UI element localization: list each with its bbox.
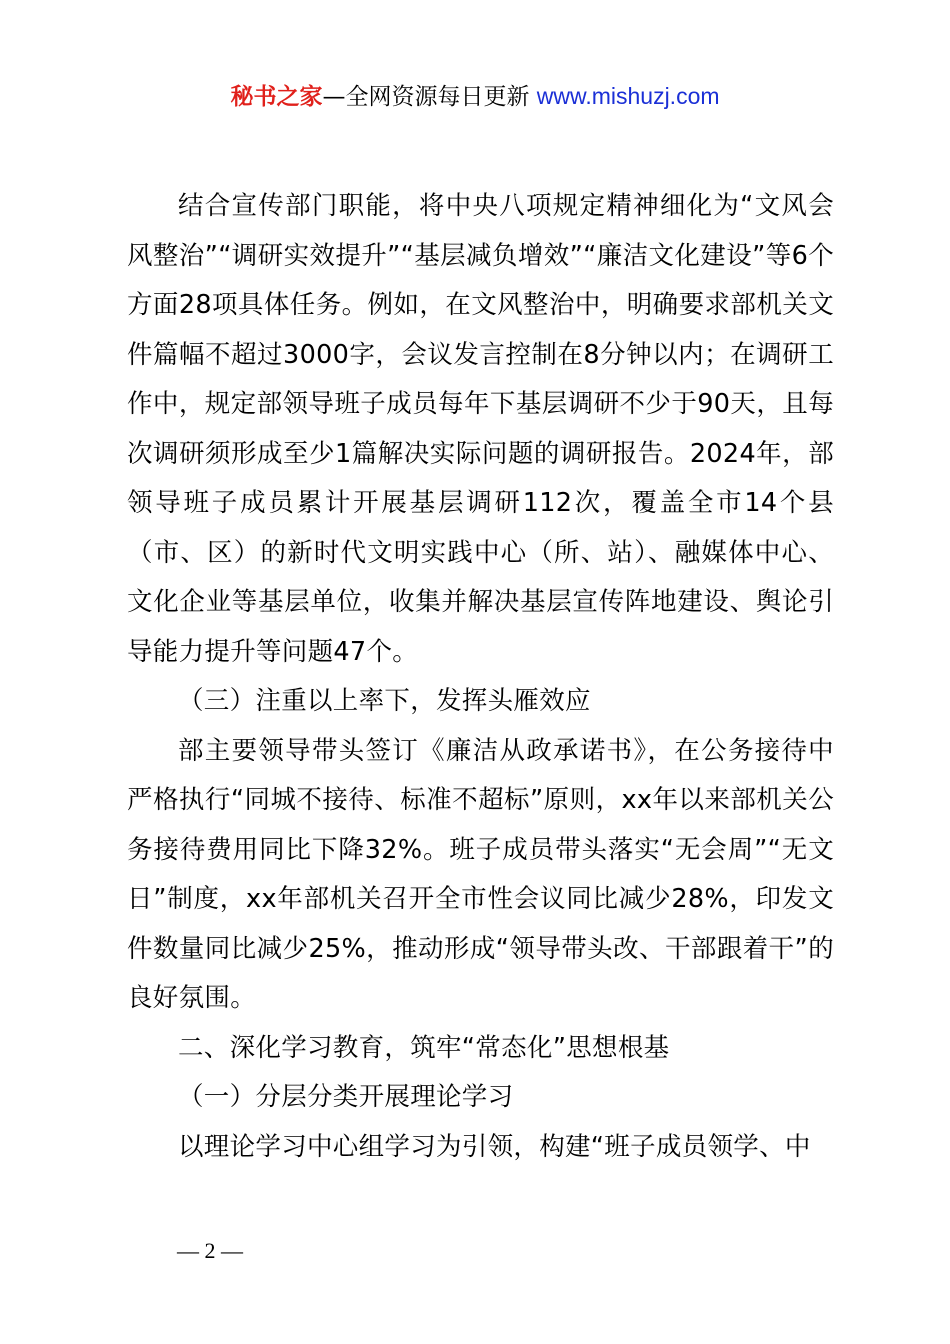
- site-brand: 秘书之家: [230, 84, 323, 110]
- paragraph-leadership-commitment: 部主要领导带头签订《廉洁从政承诺书》，在公务接待中严格执行“同城不接待、标准不超标”原则，xx年以来部机关公务接待费用同比下降32%。班子成员带头落实“无会周”“无文日”制度，xx年部机关召开全市性会议同比减少28%，印发文件数量同比减少25%，推动形成“领导带头改、干部跟着干”的良好氛围。: [127, 735, 834, 1013]
- document-body: [127, 182, 834, 1172]
- section-heading-study-education: 二、深化学习教育，筑牢“常态化”思想根基: [178, 1032, 670, 1063]
- page-number: — 2 —: [177, 1238, 243, 1263]
- subheading-layered-study: （一）分层分类开展理论学习: [178, 1082, 514, 1112]
- site-tagline: —全网资源每日更新: [322, 84, 537, 110]
- site-header: [0, 80, 950, 113]
- subheading-lead-by-example: （三）注重以上率下，发挥头雁效应: [178, 686, 591, 716]
- paragraph-task-breakdown: 结合宣传部门职能，将中央八项规定精神细化为“文风会风整治”“调研实效提升”“基层减负增效”“廉洁文化建设”等6个方面28项具体任务。例如，在文风整治中，明确要求部机关文件篇幅不超过3000字，会议发言控制在8分钟以内；在调研工作中，规定部领导班子成员每年下基层调研不少于90天，且每次调研须形成至少1篇解决实际问题的调研报告。2024年，部领导班子成员累计开展基层调研112次，覆盖全市14个县（市、区）的新时代文明实践中心（所、站）、融媒体中心、文化企业等基层单位，收集并解决基层宣传阵地建设、舆论引导能力提升等问题47个。: [127, 191, 834, 667]
- paragraph-study-center-group: 以理论学习中心组学习为引领，构建“班子成员领学、中: [178, 1131, 811, 1162]
- site-url-link[interactable]: www.mishuzj.com: [536, 83, 720, 109]
